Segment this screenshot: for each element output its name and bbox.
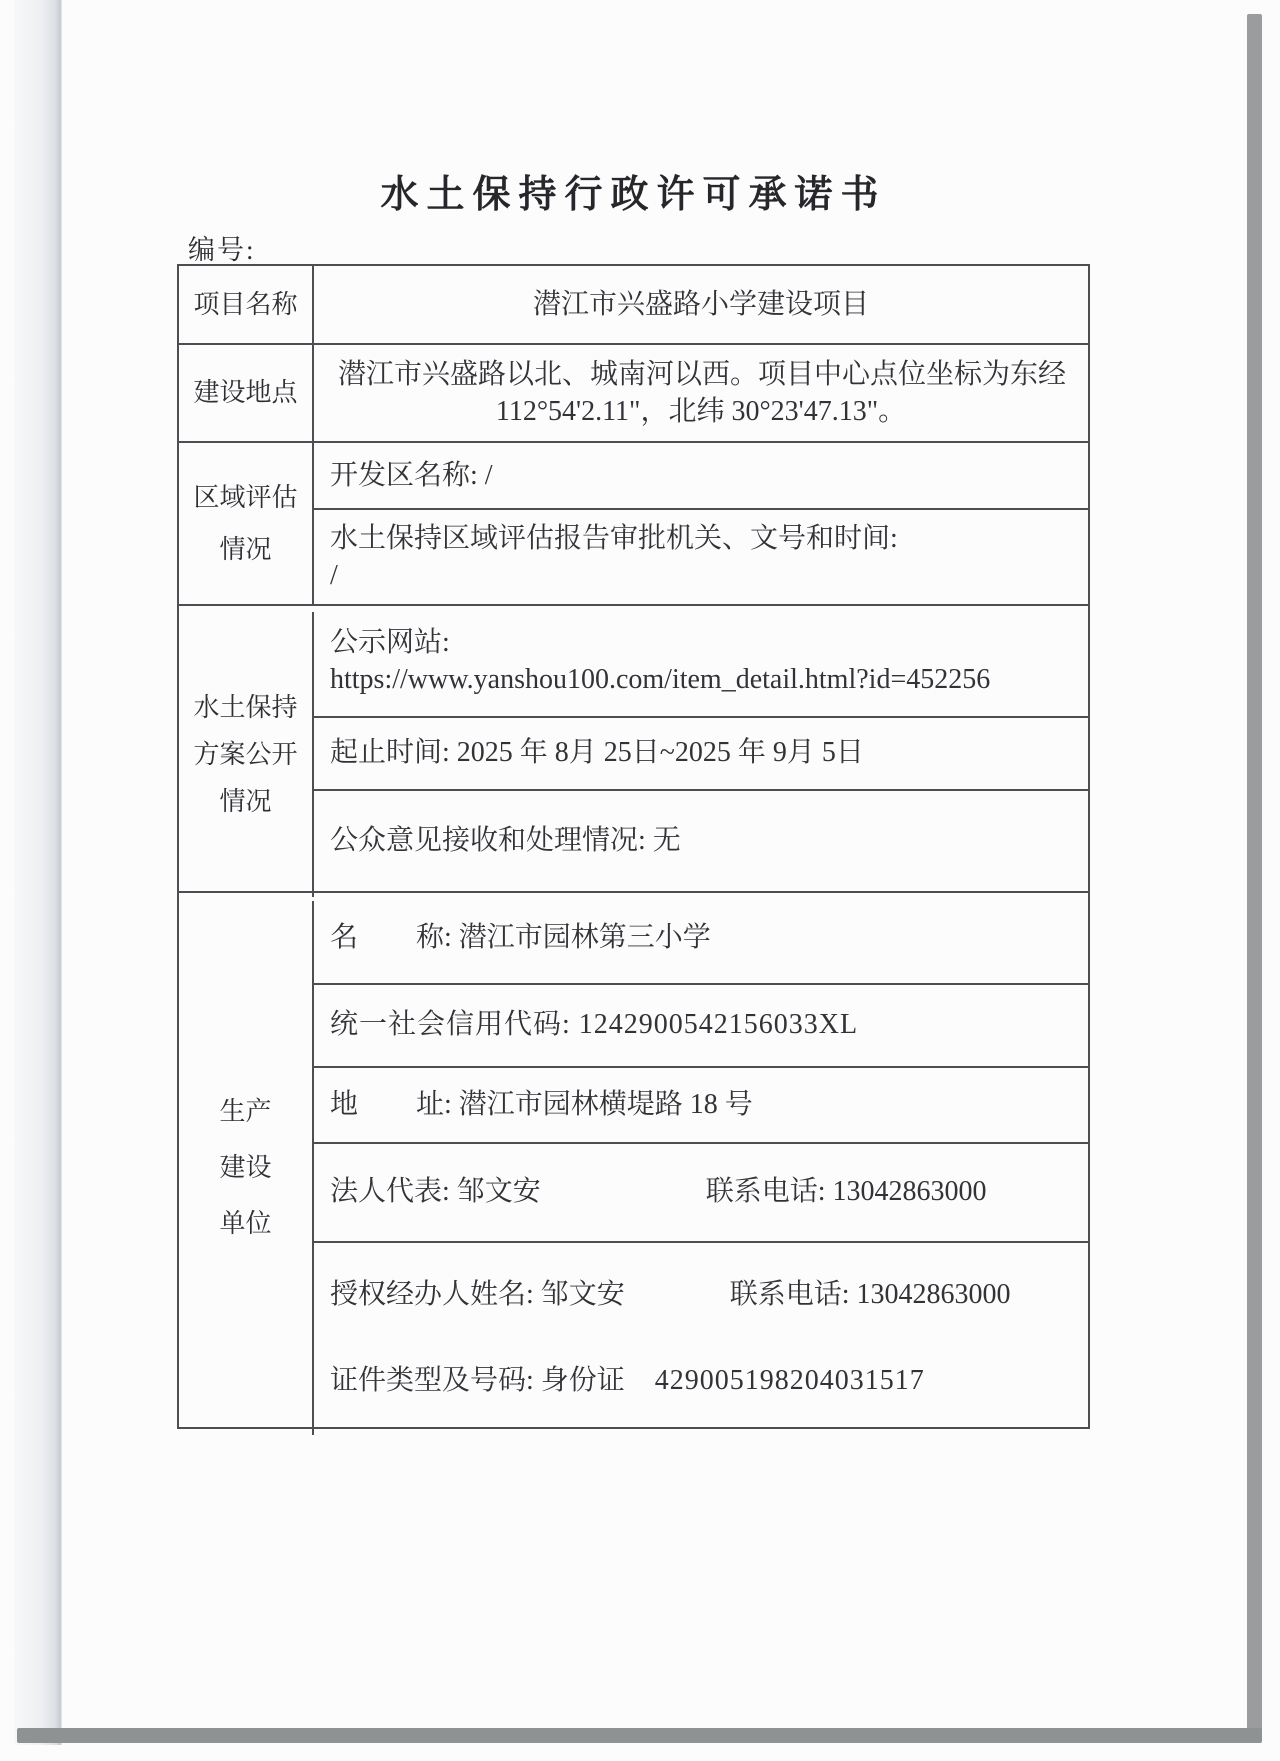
dev-zone-cell: 开发区名称: /: [330, 459, 493, 491]
location-value: [314, 345, 1088, 441]
project-name-value: 潜江市兴盛路小学建设项目: [532, 288, 869, 320]
table-row-plan-publicity: [179, 604, 1088, 891]
publicity-website-url: https://www.yanshou100.com/item_detail.html?id=452256: [330, 664, 991, 696]
unit-address-value: 址: 潜江市园林横堤路 18 号: [416, 1089, 753, 1121]
location-line1: 潜江市兴盛路以北、城南河以西。项目中心点位坐标为东经: [338, 359, 1067, 390]
assessment-report-line2: /: [330, 560, 338, 591]
assessment-report-cell: [314, 508, 1088, 604]
assessment-report-line1: 水土保持区域评估报告审批机关、文号和时间:: [330, 523, 898, 554]
credit-code-cell: [314, 983, 1088, 1067]
table-row-regional-assessment: [179, 441, 1088, 604]
location-line2: 112°54'2.11"，北纬 30°23'47.13"。: [495, 396, 907, 427]
construction-unit-label-line2: 建设: [219, 1153, 272, 1182]
unit-address-first-char: 地: [330, 1089, 359, 1121]
unit-name-first-char: 名: [330, 921, 359, 953]
agent-name-value: 授权经办人姓名: 邹文安: [330, 1278, 625, 1310]
regional-assessment-label-line1: 区域评估: [193, 482, 298, 512]
location-label: 建设地点: [179, 345, 314, 441]
public-opinion-cell: 公众意见接收和处理情况: 无: [314, 789, 1088, 891]
table-row-project-name: [179, 266, 1088, 343]
table-row-location: [179, 343, 1088, 441]
publicity-website-label: 公示网站:: [330, 627, 450, 659]
table-row-construction-unit: [179, 891, 1088, 1427]
unit-name-cell: [314, 893, 1088, 983]
legal-representative-cell: [314, 1142, 1088, 1241]
credit-code-value: 统一社会信用代码: 1242900542156033XL: [330, 1009, 859, 1041]
paper-right-edge-shadow: [1247, 14, 1262, 1740]
construction-unit-label-line3: 单位: [219, 1209, 272, 1238]
construction-unit-label: [179, 901, 314, 1435]
legal-representative-value: 法人代表: 邹文安: [330, 1176, 541, 1208]
publicity-website-cell: [314, 606, 1088, 716]
publicity-period-cell: 起止时间: 2025 年 8月 25日~2025 年 9月 5日: [314, 716, 1088, 789]
page-fold-shadow: [14, 0, 62, 1745]
unit-address-cell: [314, 1066, 1088, 1142]
authorized-agent-cell: [314, 1241, 1088, 1427]
serial-number-label: 编号:: [188, 235, 256, 265]
legal-representative-phone: 联系电话: 13042863000: [705, 1176, 987, 1208]
plan-publicity-label-line3: 情况: [219, 787, 272, 816]
id-number-value: 429005198204031517: [654, 1364, 925, 1396]
plan-publicity-label: [179, 612, 314, 897]
project-name-label: 项目名称: [179, 266, 314, 343]
unit-name-value: 称: 潜江市园林第三小学: [416, 921, 711, 953]
regional-assessment-label-line2: 情况: [219, 534, 272, 564]
regional-assessment-label: [179, 443, 314, 604]
plan-publicity-label-line2: 方案公开: [193, 740, 298, 769]
plan-publicity-label-line1: 水土保持: [193, 693, 298, 722]
agent-phone-value: 联系电话: 13042863000: [729, 1278, 1011, 1310]
paper-bottom-edge-shadow: [17, 1728, 1262, 1743]
page-title: 水土保持行政许可承诺书: [380, 174, 887, 216]
construction-unit-label-line1: 生产: [219, 1097, 272, 1126]
permit-commitment-table: [177, 264, 1090, 1429]
id-type-value: 证件类型及号码: 身份证: [330, 1364, 625, 1396]
